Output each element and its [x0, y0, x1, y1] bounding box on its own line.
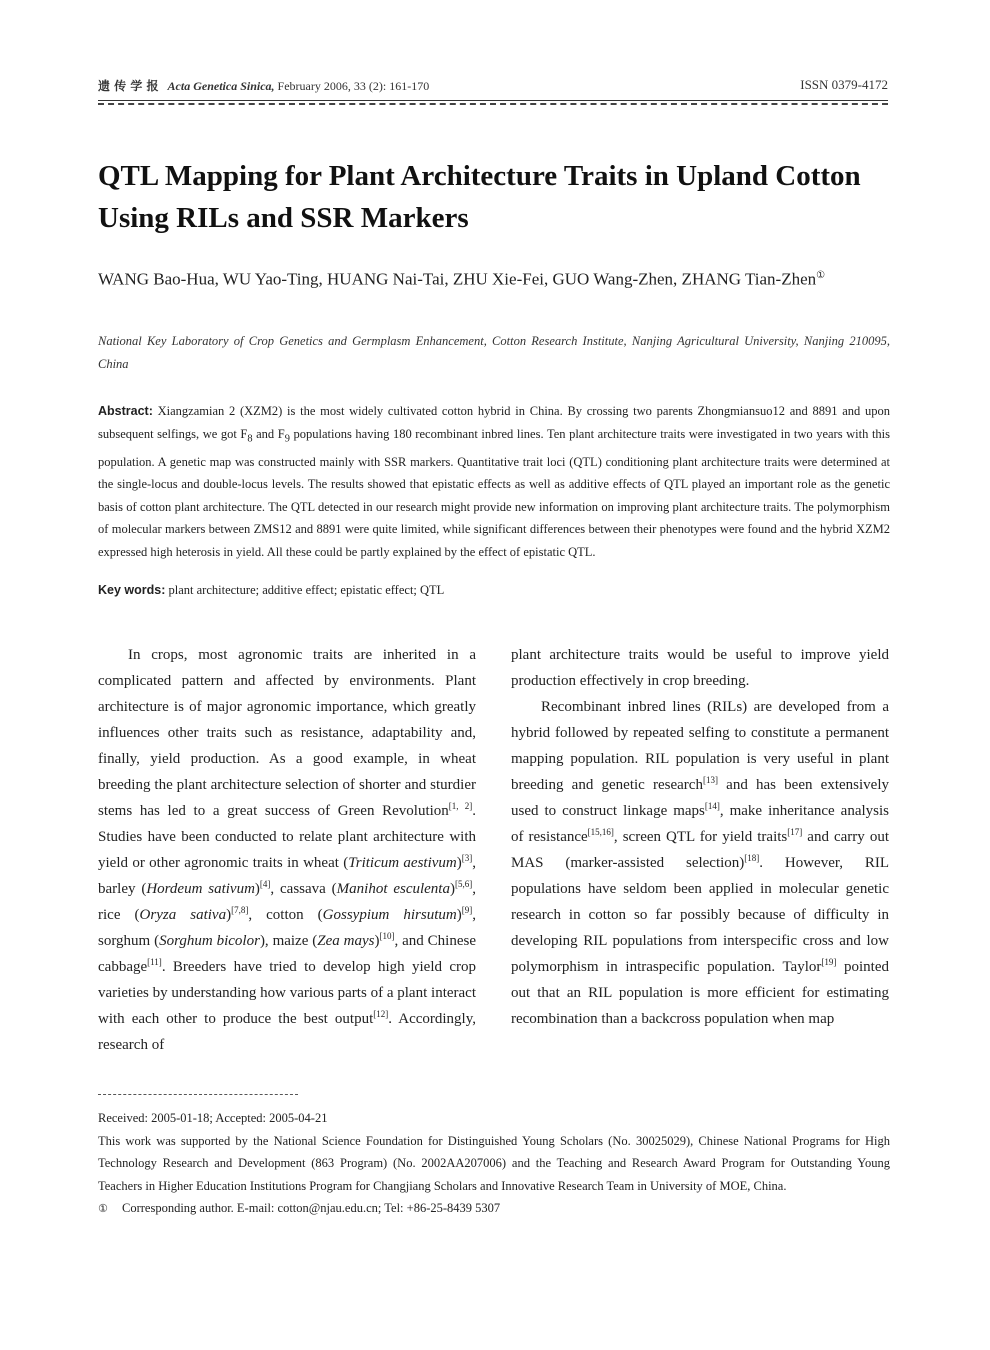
- abstract: [98, 400, 890, 564]
- abstract-label: Abstract:: [98, 404, 153, 418]
- citation: [10]: [379, 931, 395, 941]
- citation: [9]: [461, 905, 473, 915]
- abstract-text: and F: [252, 426, 285, 441]
- corresponding-mark: ①: [98, 1202, 108, 1215]
- citation: [19]: [821, 957, 837, 967]
- left-column: [98, 642, 476, 1058]
- paragraph: Recombinant inbred lines (RILs) are developed from a hybrid followed by repeated selfing to constitute a permanent mapping population. RIL population is very useful in plant breeding and genetic research[13] and has been extensively used to construct linkage maps[14], make inheritance analysis of resistance[15,16], screen QTL for yield traits[17] and carry out MAS (marker-assisted selection)[18]. However, RIL populations have seldom been applied in molecular genetic research in cotton so far possibly because of difficulty in developing RIL populations from interspecific cross and low polymorphism in intraspecific population. Taylor[19] pointed out that an RIL population is more efficient for estimating recombination than a backcross population when map: [511, 699, 889, 1027]
- citation: [17]: [787, 827, 803, 837]
- citation: [18]: [744, 853, 760, 863]
- keywords-label: Key words:: [98, 583, 166, 597]
- paragraph: plant architecture traits would be useful to improve yield production effectively in crop breeding.: [511, 647, 889, 689]
- paragraph: In crops, most agronomic traits are inherited in a complicated pattern and affected by environments. Plant architecture is of major agronomic importance, which greatly influences other traits such as resistance, adaptability and, finally, yield production. As a good example, in wheat breeding the plant architecture selection of shorter and sturdier stems has led to a great success of Green Revolution[1, 2]. Studies have been conducted to relate plant architecture with yield or other agronomic traits in wheat (Triticum aestivum)[3], barley (Hordeum sativum)[4], cassava (Manihot esculenta)[5,6], rice (Oryza sativa)[7,8], cotton (Gossypium hirsutum)[9], sorghum (Sorghum bicolor), maize (Zea mays)[10], and Chinese cabbage[11]. Breeders have tried to develop high yield crop varieties by understanding how various parts of a plant interact with each other to produce the best output[12]. Accordingly, research of: [98, 647, 476, 1053]
- keywords: [98, 580, 890, 600]
- received-dates: Received: 2005-01-18; Accepted: 2005-04-21: [98, 1111, 328, 1125]
- citation: [7,8]: [231, 905, 249, 915]
- citation: [5,6]: [454, 879, 473, 889]
- journal-name-chinese: 遗 传 学 报: [98, 79, 159, 93]
- author-list: [98, 260, 890, 296]
- footnotes: [98, 1107, 890, 1221]
- citation: [12]: [373, 1009, 389, 1019]
- affiliation: National Key Laboratory of Crop Genetics and Germplasm Enhancement, Cotton Research Institute, Nanjing Agricultural University, Nanjing 210095, China: [98, 334, 890, 371]
- journal-citation: [98, 77, 429, 94]
- journal-name: Acta Genetica Sinica,: [167, 79, 275, 93]
- paper-title: QTL Mapping for Plant Architecture Traits in Upland Cotton Using RILs and SSR Markers: [98, 160, 861, 234]
- subscript: 9: [284, 433, 290, 445]
- authors-text: WANG Bao-Hua, WU Yao-Ting, HUANG Nai-Tai, ZHU Xie-Fei, GUO Wang-Zhen, ZHANG Tian-Zhen: [98, 269, 817, 289]
- citation: [1, 2]: [448, 801, 473, 811]
- keywords-text: plant architecture; additive effect; epistatic effect; QTL: [165, 583, 445, 597]
- citation: [11]: [147, 957, 162, 967]
- issn: ISSN 0379-4172: [800, 77, 888, 92]
- funding-note: This work was supported by the National Science Foundation for Distinguished Young Scholars (No. 30025029), Chinese National Programs for High Technology Research and Development (863 Program) (No. 2002AA207006) and the Teaching and Research Award Program for Outstanding Young Teachers in Higher Education Institutions Program for Changjiang Scholars and Innovative Research Team in University of MOE, China.: [98, 1133, 890, 1193]
- header-rule: [98, 100, 888, 101]
- abstract-text: populations having 180 recombinant inbred lines. Ten plant architecture traits were investigated in two years with this population. A genetic map was constructed mainly with SSR markers. Quantitative trait loci (QTL) conditioning plant architecture traits were determined at the single-locus and double-locus levels. The results showed that epistatic effects as well as additive effects of QTL played an important role as the genetic basis of cotton plant architecture. The QTL detected in our research might provide new information on improving plant architecture traits. The polymorphism of molecular markers between ZMS12 and 8891 were quite limited, while significant differences between their phenotypes were found and the hybrid XZM2 expressed high heterosis in yield. All these could be partly explained by the effect of epistatic QTL.: [98, 426, 891, 560]
- citation: [14]: [704, 801, 720, 811]
- citation: [3]: [461, 853, 473, 863]
- issue-info: February 2006, 33 (2): 161-170: [277, 79, 430, 93]
- subscript: 8: [247, 433, 253, 445]
- running-header: [98, 77, 888, 99]
- footnote-rule: [98, 1094, 298, 1095]
- citation: [4]: [259, 879, 271, 889]
- corresponding-author-mark: ①: [816, 270, 826, 281]
- abstract-text: Xiangzamian 2 (XZM2) is the most widely cultivated cotton hybrid in China. By crossing two parents Zhongmiansuo12 and 8891 and upon subsequent selfings, we got F: [98, 404, 890, 441]
- header-rule-dashed: [98, 103, 888, 105]
- citation: [13]: [702, 775, 718, 785]
- corresponding-text: Corresponding author. E-mail: cotton@njau.edu.cn; Tel: +86-25-8439 5307: [122, 1201, 501, 1215]
- right-column: [511, 642, 889, 1032]
- citation: [15,16]: [587, 827, 614, 837]
- corresponding-author-note: [98, 1197, 890, 1221]
